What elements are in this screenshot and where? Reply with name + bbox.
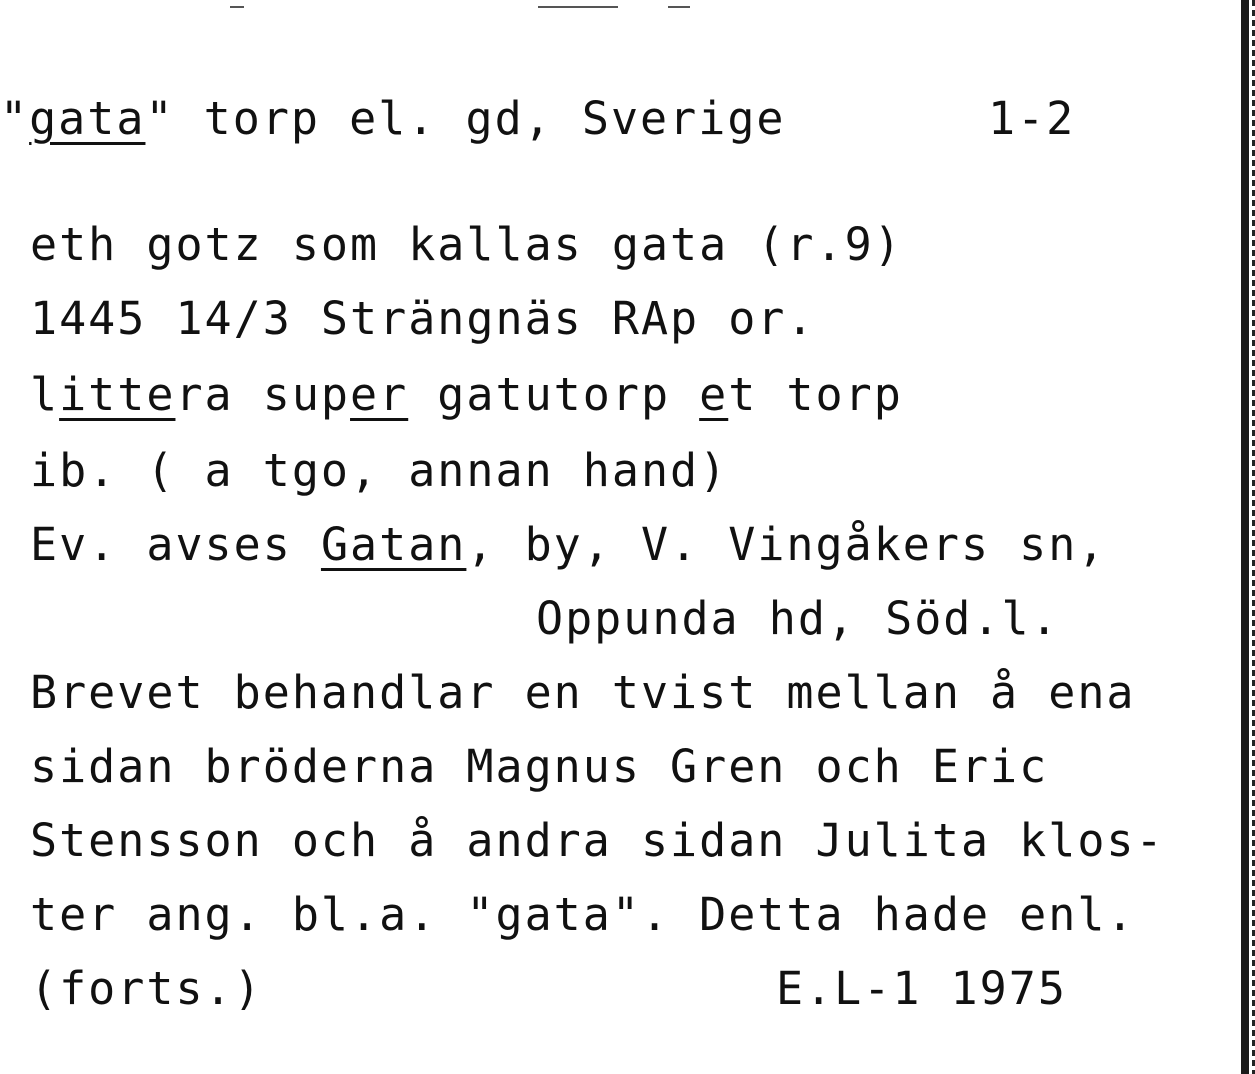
text-line-11: (forts.) <box>30 962 263 1015</box>
scan-speck <box>230 6 244 8</box>
card-edge-border <box>1241 0 1249 1074</box>
text-line-3: littera super gatutorp et torp <box>30 368 903 421</box>
text-line-8: sidan bröderna Magnus Gren och Eric <box>30 740 1049 793</box>
text-line-4: ib. ( a tgo, annan hand) <box>30 444 729 497</box>
text-line-5: Ev. avses Gatan, by, V. Vingåkers sn, <box>30 518 1107 571</box>
text-line-2: 1445 14/3 Strängnäs RAp or. <box>30 292 816 345</box>
text-line-1: eth gotz som kallas gata (r.9) <box>30 218 903 271</box>
header-description: torp el. gd, Sverige <box>174 92 786 145</box>
text-line-9: Stensson och å andra sidan Julita klos- <box>30 814 1165 867</box>
quote-open: " <box>0 92 30 145</box>
headword: gata <box>29 92 146 145</box>
card-header <box>0 92 786 145</box>
text-line-10: ter ang. bl.a. "gata". Detta hade enl. <box>30 888 1136 941</box>
scan-speck <box>538 6 618 8</box>
place-name-gatan: Gatan <box>320 518 467 571</box>
signature-date: E.L-1 1975 <box>776 962 1067 1015</box>
quote-close: " <box>145 92 175 145</box>
card-number: 1-2 <box>988 92 1076 145</box>
scan-speck <box>668 6 690 8</box>
text-line-6: Oppunda hd, Söd.l. <box>536 592 1060 645</box>
text-line-7: Brevet behandlar en tvist mellan å ena <box>30 666 1136 719</box>
